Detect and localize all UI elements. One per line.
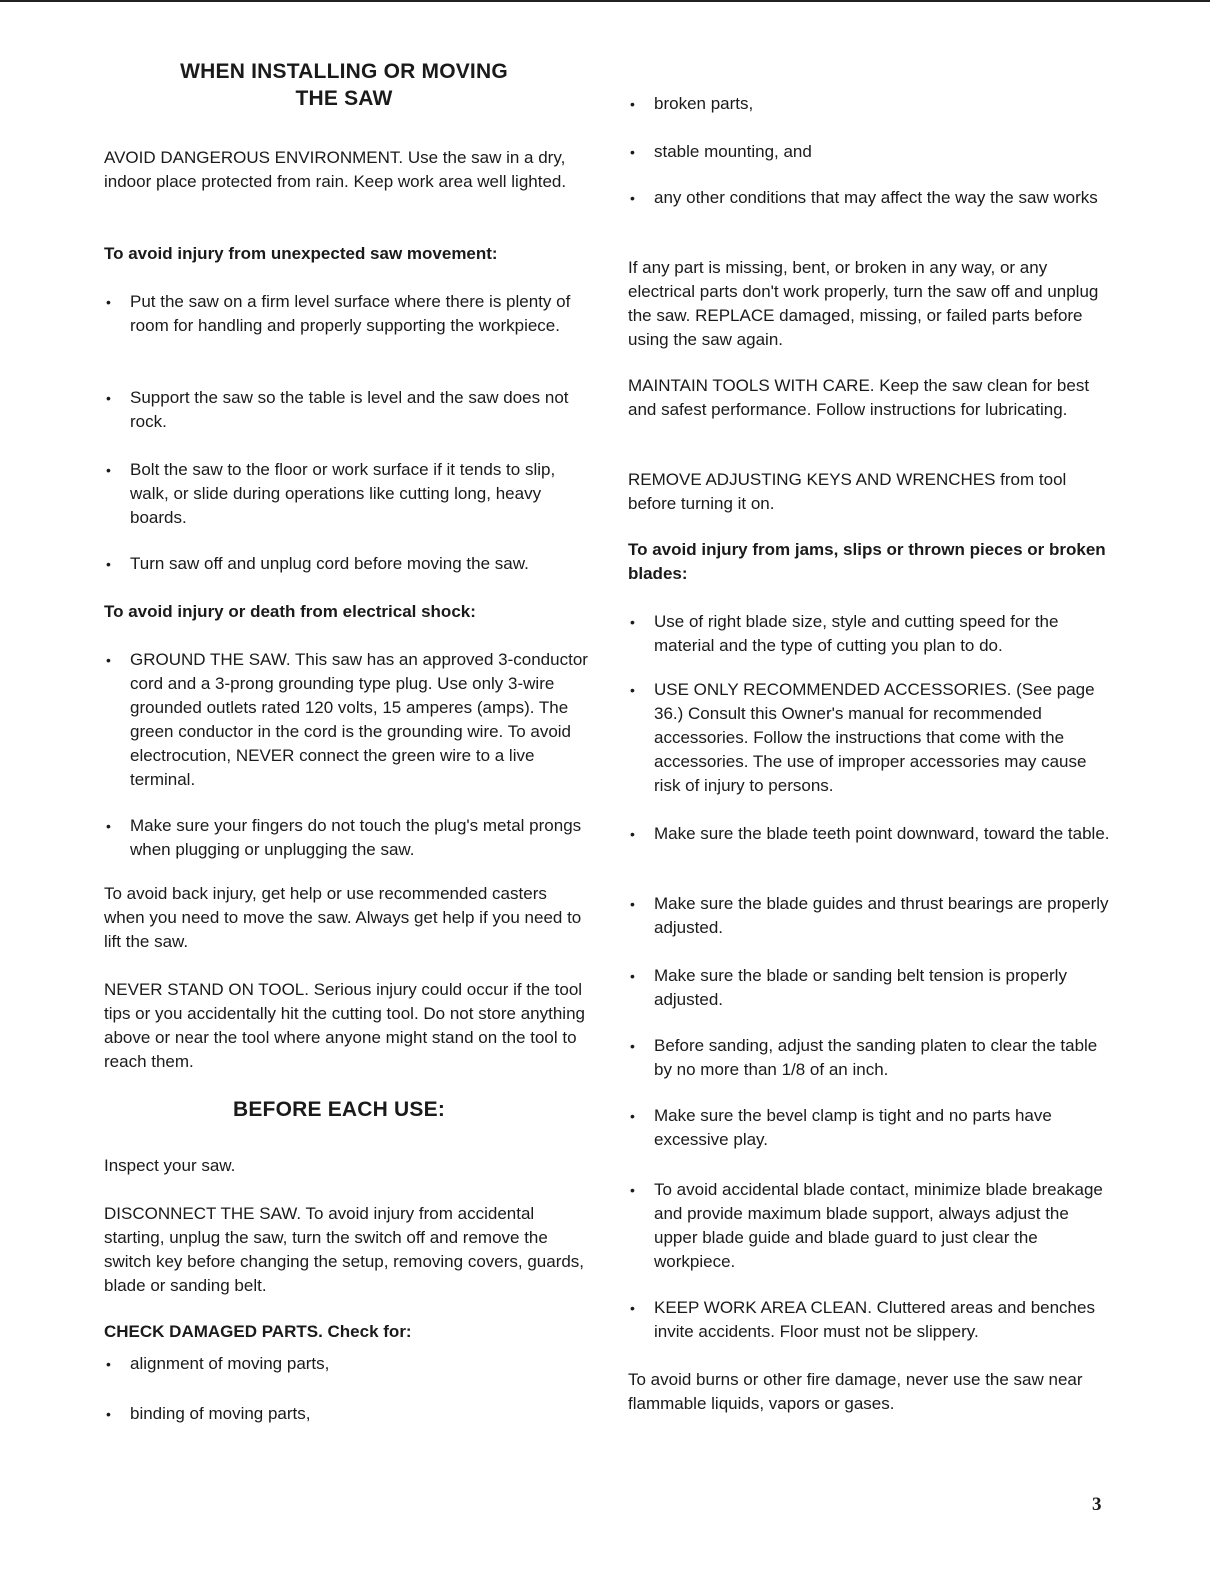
bullet-icon: • [106,1406,111,1422]
list-item-text: Support the saw so the table is level and the saw does not rock. [130,388,569,431]
maintain-paragraph: MAINTAIN TOOLS WITH CARE. Keep the saw clean for best and safest performance. Follow instructions for lubricating. [628,376,1090,419]
list-item [628,678,1116,798]
jams-subheading: To avoid injury from jams, slips or thrown pieces or broken blades: [628,540,1106,583]
list-item-text: binding of moving parts, [130,1404,311,1423]
list-item [104,458,592,530]
bullet-icon: • [106,1356,111,1372]
bullet-icon: • [630,826,635,842]
before-each-use-heading: BEFORE EACH USE: [232,1098,446,1121]
list-item [628,140,1116,164]
list-item [628,1178,1116,1274]
bullet-icon: • [630,968,635,984]
bullet-icon: • [106,556,111,572]
bullet-icon: • [630,144,635,160]
bullet-icon: • [630,1300,635,1316]
top-rule [0,0,1210,2]
never-stand-paragraph: NEVER STAND ON TOOL. Serious injury could occur if the tool tips or you accidentally hit the cutting tool. Do not store anything above or near the tool where anyone might stand on the tool to reach them. [104,980,585,1071]
avoid-environment-paragraph: AVOID DANGEROUS ENVIRONMENT. Use the saw in a dry, indoor place protected from rain. Keep work area well lighted. [104,148,567,191]
list-item-text: Put the saw on a firm level surface where there is plenty of room for handling and properly supporting the workpiece. [130,292,571,335]
list-item [104,552,592,576]
list-item-text: Make sure the blade or sanding belt tension is properly adjusted. [654,966,1067,1009]
list-item-text: Before sanding, adjust the sanding platen to clear the table by no more than 1/8 of an inch. [654,1036,1098,1079]
list-item-text: Use of right blade size, style and cutting speed for the material and the type of cutting you plan to do. [654,612,1059,655]
bullet-icon: • [106,294,111,310]
installing-heading-line2: THE SAW [295,87,393,110]
back-injury-paragraph: To avoid back injury, get help or use recommended casters when you need to move the saw. Always get help if you need to lift the saw. [104,884,582,951]
list-item-text: broken parts, [654,94,754,113]
check-damaged-subheading: CHECK DAMAGED PARTS. Check for: [104,1322,412,1341]
missing-part-paragraph: If any part is missing, bent, or broken in any way, or any electrical parts don't work properly, turn the saw off and unplug the saw. REPLACE damaged, missing, or failed parts before using the saw again. [628,258,1099,349]
bullet-icon: • [630,614,635,630]
list-item-text: KEEP WORK AREA CLEAN. Cluttered areas and benches invite accidents. Floor must not be slippery. [654,1298,1095,1341]
disconnect-paragraph: DISCONNECT THE SAW. To avoid injury from accidental starting, unplug the saw, turn the switch off and remove the switch key before changing the setup, removing covers, guards, blade or sanding belt. [104,1204,585,1295]
list-item [628,610,1116,658]
list-item [628,186,1116,210]
installing-heading [104,58,584,112]
list-item [104,290,592,338]
bullet-icon: • [106,390,111,406]
list-item [104,1352,592,1376]
list-item-text: USE ONLY RECOMMENDED ACCESSORIES. (See page 36.) Consult this Owner's manual for recommended accessories. Follow the instructions that come with the accessories. The use of improper accessories may cause risk of injury to persons. [654,680,1095,795]
remove-keys-paragraph: REMOVE ADJUSTING KEYS AND WRENCHES from tool before turning it on. [628,470,1067,513]
page-number: 3 [1092,1494,1102,1515]
installing-heading-line1: WHEN INSTALLING OR MOVING [180,60,508,83]
list-item [104,1402,592,1426]
bullet-icon: • [630,1108,635,1124]
list-item [628,892,1116,940]
list-item-text: Make sure your fingers do not touch the plug's metal prongs when plugging or unplugging the saw. [130,816,582,859]
list-item [628,92,1116,116]
list-item [104,386,592,434]
list-item [628,1296,1116,1344]
burns-paragraph: To avoid burns or other fire damage, never use the saw near flammable liquids, vapors or gases. [628,1370,1083,1413]
bullet-icon: • [630,96,635,112]
list-item [628,1104,1116,1152]
list-item [628,822,1116,846]
list-item-text: alignment of moving parts, [130,1354,330,1373]
list-item-text: To avoid accidental blade contact, minimize blade breakage and provide maximum blade support, always adjust the upper blade guide and blade guard to just clear the workpiece. [654,1180,1103,1271]
list-item-text: Make sure the blade teeth point downward, toward the table. [654,824,1110,843]
bullet-icon: • [106,818,111,834]
bullet-icon: • [630,1038,635,1054]
list-item-text: stable mounting, and [654,142,812,161]
bullet-icon: • [630,682,635,698]
bullet-icon: • [106,652,111,668]
shock-subheading: To avoid injury or death from electrical shock: [104,602,476,621]
list-item [104,648,592,792]
list-item-text: GROUND THE SAW. This saw has an approved 3-conductor cord and a 3-prong grounding type plug. Use only 3-wire grounded outlets rated 120 volts, 15 amperes (amps). The green conductor in the cord is the grounding wire. To avoid electrocution, NEVER connect the green wire to a live terminal. [130,650,588,789]
bullet-icon: • [630,190,635,206]
list-item [104,814,592,862]
bullet-icon: • [630,1182,635,1198]
list-item-text: Bolt the saw to the floor or work surface if it tends to slip, walk, or slide during operations like cutting long, heavy boards. [130,460,556,527]
list-item-text: Make sure the bevel clamp is tight and no parts have excessive play. [654,1106,1052,1149]
list-item-text: any other conditions that may affect the way the saw works [654,188,1098,207]
inspect-subheading: Inspect your saw. [104,1156,236,1175]
list-item-text: Turn saw off and unplug cord before moving the saw. [130,554,529,573]
bullet-icon: • [106,462,111,478]
list-item [628,964,1116,1012]
bullet-icon: • [630,896,635,912]
movement-subheading: To avoid injury from unexpected saw movement: [104,244,498,263]
list-item [628,1034,1116,1082]
list-item-text: Make sure the blade guides and thrust bearings are properly adjusted. [654,894,1109,937]
